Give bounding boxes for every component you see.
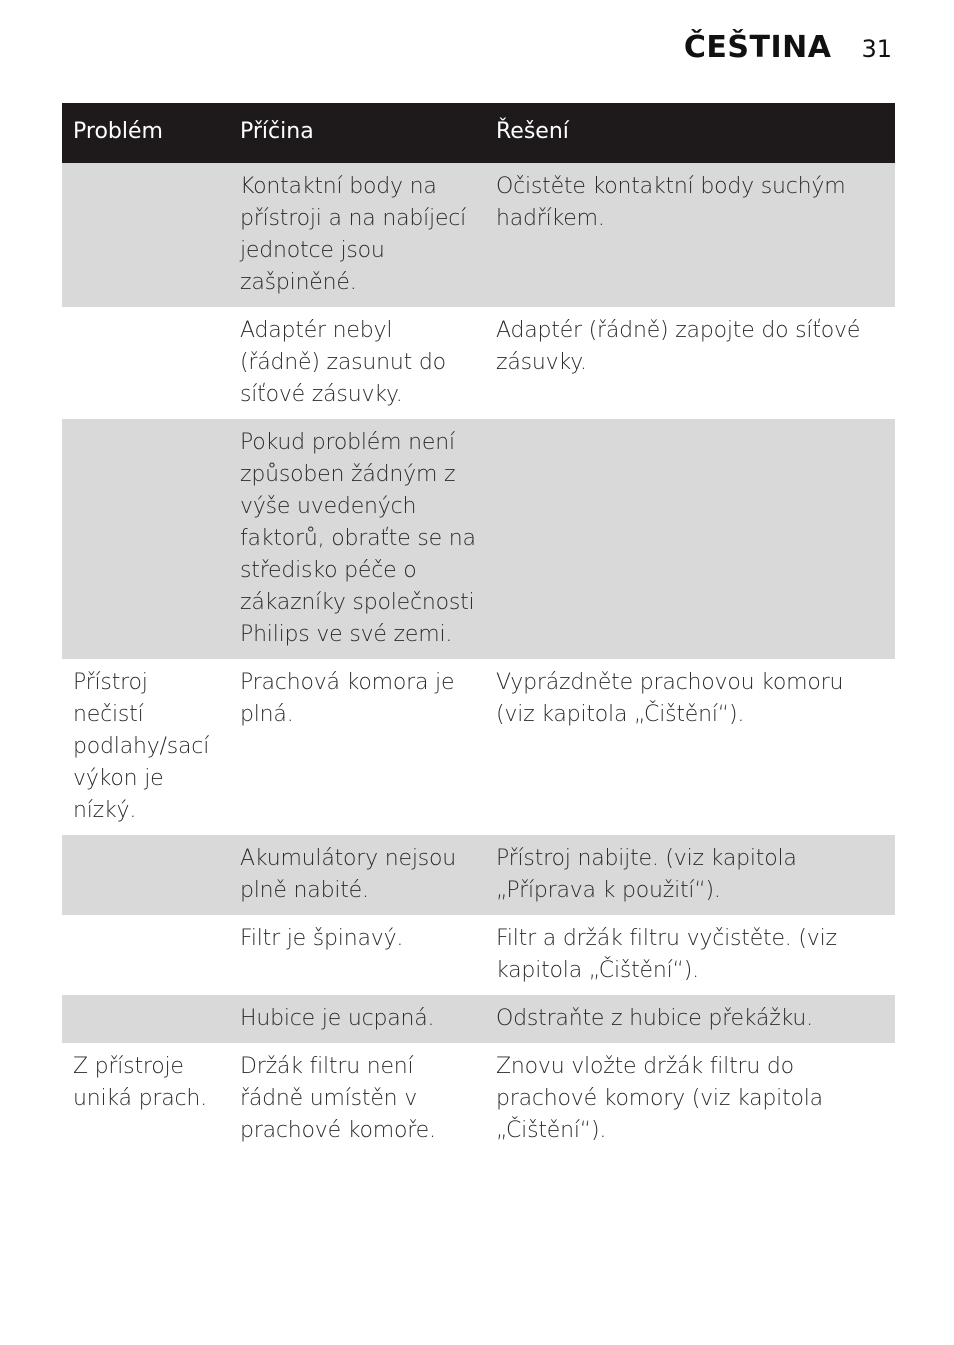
solution-cell: Vyprázdněte prachovou komoru (viz kapitola „Čištění“). xyxy=(496,670,844,727)
cause-cell: Hubice je ucpaná. xyxy=(240,1006,435,1031)
solution-cell: Odstraňte z hubice překážku. xyxy=(496,1006,813,1031)
problem-cell xyxy=(62,307,229,419)
column-header-cause: Příčina xyxy=(240,118,314,144)
page-header xyxy=(684,30,892,65)
table-row xyxy=(62,659,895,835)
column-header-problem: Problém xyxy=(73,118,163,144)
solution-cell xyxy=(485,419,895,659)
table-row xyxy=(62,307,895,419)
page-number: 31 xyxy=(861,35,892,63)
table-row xyxy=(62,163,895,307)
solution-cell: Znovu vložte držák filtru do prachové komory (viz kapitola „Čištění“). xyxy=(496,1054,823,1143)
table-row xyxy=(62,835,895,915)
table-row xyxy=(62,419,895,659)
solution-cell: Filtr a držák filtru vyčistěte. (viz kapitola „Čištění“). xyxy=(496,926,837,983)
section-title: ČEŠTINA xyxy=(683,30,832,65)
troubleshooting-table xyxy=(62,103,895,1155)
table-body xyxy=(62,163,895,1155)
cause-cell: Kontaktní body na přístroji a na nabíjecí jednotce jsou zašpiněné. xyxy=(240,174,467,295)
cause-cell: Pokud problém není způsoben žádným z výše uvedených faktorů, obraťte se na středisko péče o zákazníky společnosti Philips ve své zemi. xyxy=(240,430,476,647)
table-header-row xyxy=(62,103,895,163)
cause-cell: Prachová komora je plná. xyxy=(240,670,455,727)
problem-cell xyxy=(62,995,229,1043)
problem-cell xyxy=(62,915,229,995)
problem-cell xyxy=(62,419,229,659)
cause-cell: Akumulátory nejsou plně nabité. xyxy=(240,846,457,903)
table-row xyxy=(62,995,895,1043)
problem-cell xyxy=(62,163,229,307)
problem-cell xyxy=(62,835,229,915)
cause-cell: Filtr je špinavý. xyxy=(240,926,404,951)
cause-cell: Adaptér nebyl (řádně) zasunut do síťové zásuvky. xyxy=(240,318,446,407)
solution-cell: Adaptér (řádně) zapojte do síťové zásuvky. xyxy=(496,318,861,375)
table-row xyxy=(62,1043,895,1155)
table-header xyxy=(62,103,895,163)
cause-cell: Držák filtru není řádně umístěn v prachové komoře. xyxy=(240,1054,436,1143)
table-row xyxy=(62,915,895,995)
solution-cell: Očistěte kontaktní body suchým hadříkem. xyxy=(496,174,846,231)
problem-cell: Z přístroje uniká prach. xyxy=(73,1054,207,1111)
solution-cell: Přístroj nabijte. (viz kapitola „Příprava k použití“). xyxy=(496,846,797,903)
column-header-solution: Řešení xyxy=(496,118,569,144)
problem-cell: Přístroj nečistí podlahy/sací výkon je nízký. xyxy=(73,670,210,823)
